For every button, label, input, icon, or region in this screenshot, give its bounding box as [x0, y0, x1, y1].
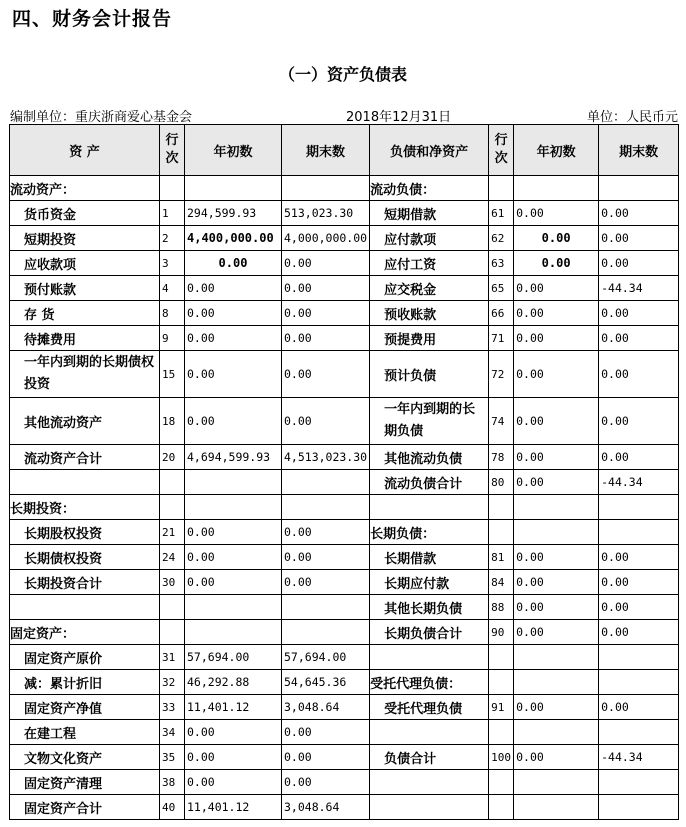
asset-begin: 0.00: [185, 720, 282, 745]
asset-label: 长期投资：: [10, 495, 160, 520]
asset-label: 货币资金: [10, 201, 160, 226]
asset-row-no: 32: [160, 670, 185, 695]
liability-begin: 0.00: [514, 201, 599, 226]
asset-row-no: 30: [160, 570, 185, 595]
liability-label: 受托代理负债：: [370, 670, 489, 695]
asset-begin: 57,694.00: [185, 645, 282, 670]
liability-begin: [514, 520, 599, 545]
reporting-entity: 编制单位：重庆浙商爱心基金会: [10, 110, 193, 125]
header-begin: 年初数: [185, 125, 282, 176]
asset-end: 0.00: [282, 398, 370, 445]
header-liability: 负债和净资产: [370, 125, 489, 176]
liability-begin: [514, 720, 599, 745]
asset-end: 57,694.00: [282, 645, 370, 670]
asset-end: 3,048.64: [282, 695, 370, 720]
asset-end: 0.00: [282, 770, 370, 795]
table-row: [10, 470, 679, 495]
liability-label: 流动负债：: [370, 176, 489, 201]
liability-end: 0.00: [599, 595, 679, 620]
liability-row-no: 84: [489, 570, 514, 595]
liability-begin: 0.00: [514, 595, 599, 620]
liability-row-no: [489, 795, 514, 820]
asset-row-no: 18: [160, 398, 185, 445]
table-row: [10, 251, 679, 276]
asset-begin: 0.00: [185, 351, 282, 398]
asset-begin: 4,694,599.93: [185, 445, 282, 470]
asset-begin: 0.00: [185, 545, 282, 570]
liability-row-no: 62: [489, 226, 514, 251]
liability-begin: 0.00: [514, 695, 599, 720]
asset-end: 3,048.64: [282, 795, 370, 820]
liability-end: -44.34: [599, 745, 679, 770]
asset-row-no: 40: [160, 795, 185, 820]
liability-begin: 0.00: [514, 251, 599, 276]
table-header-row: [10, 125, 679, 176]
liability-begin: 0.00: [514, 398, 599, 445]
asset-begin: 46,292.88: [185, 670, 282, 695]
asset-end: [282, 620, 370, 645]
asset-label: 固定资产原价: [10, 645, 160, 670]
asset-end: 0.00: [282, 276, 370, 301]
asset-row-no: 1: [160, 201, 185, 226]
table-row: [10, 620, 679, 645]
table-row: [10, 276, 679, 301]
liability-label: 预计负债: [370, 351, 489, 398]
report-title: （一）资产负债表: [278, 65, 407, 84]
table-row: [10, 201, 679, 226]
asset-label: 长期投资合计: [10, 570, 160, 595]
liability-end: 0.00: [599, 695, 679, 720]
asset-row-no: 9: [160, 326, 185, 351]
asset-begin: [185, 595, 282, 620]
liability-end: [599, 176, 679, 201]
liability-row-no: 78: [489, 445, 514, 470]
asset-end: 0.00: [282, 745, 370, 770]
liability-end: 0.00: [599, 226, 679, 251]
liability-end: 0.00: [599, 251, 679, 276]
liability-end: 0.00: [599, 545, 679, 570]
asset-row-no: 38: [160, 770, 185, 795]
liability-end: [599, 520, 679, 545]
liability-row-no: [489, 520, 514, 545]
asset-begin: 0.00: [185, 570, 282, 595]
table-row: [10, 695, 679, 720]
liability-label: 一年内到期的长期负债: [370, 398, 489, 445]
liability-label: [370, 795, 489, 820]
liability-begin: [514, 176, 599, 201]
liability-label: 负债合计: [370, 745, 489, 770]
asset-begin: 0.00: [185, 326, 282, 351]
table-row: [10, 645, 679, 670]
liability-label: [370, 770, 489, 795]
table-row: [10, 795, 679, 820]
liability-label: 长期应付款: [370, 570, 489, 595]
liability-row-no: 100: [489, 745, 514, 770]
asset-label: [10, 470, 160, 495]
table-row: [10, 445, 679, 470]
asset-end: 4,513,023.30: [282, 445, 370, 470]
asset-row-no: [160, 620, 185, 645]
liability-row-no: 90: [489, 620, 514, 645]
liability-label: 长期负债：: [370, 520, 489, 545]
asset-label: 存 货: [10, 301, 160, 326]
liability-row-no: 72: [489, 351, 514, 398]
asset-row-no: 8: [160, 301, 185, 326]
liability-row-no: 88: [489, 595, 514, 620]
asset-row-no: [160, 176, 185, 201]
asset-begin: [185, 495, 282, 520]
table-row: [10, 720, 679, 745]
asset-row-no: 34: [160, 720, 185, 745]
liability-label: 受托代理负债: [370, 695, 489, 720]
asset-label: 固定资产：: [10, 620, 160, 645]
table-row: [10, 545, 679, 570]
asset-row-no: 21: [160, 520, 185, 545]
asset-row-no: 2: [160, 226, 185, 251]
asset-label: 预付账款: [10, 276, 160, 301]
asset-label: 长期债权投资: [10, 545, 160, 570]
asset-label: 固定资产净值: [10, 695, 160, 720]
asset-begin: [185, 620, 282, 645]
liability-begin: [514, 670, 599, 695]
liability-end: 0.00: [599, 301, 679, 326]
liability-end: 0.00: [599, 620, 679, 645]
liability-end: -44.34: [599, 276, 679, 301]
asset-label: 流动资产：: [10, 176, 160, 201]
asset-row-no: 15: [160, 351, 185, 398]
asset-label: 流动资产合计: [10, 445, 160, 470]
asset-label: 文物文化资产: [10, 745, 160, 770]
liability-row-no: [489, 495, 514, 520]
header-row-no-2: 行次: [489, 125, 514, 176]
asset-begin: 0.00: [185, 520, 282, 545]
asset-end: 4,000,000.00: [282, 226, 370, 251]
table-row: [10, 176, 679, 201]
liability-begin: [514, 645, 599, 670]
asset-label: 待摊费用: [10, 326, 160, 351]
liability-row-no: 63: [489, 251, 514, 276]
liability-end: [599, 795, 679, 820]
table-row: [10, 570, 679, 595]
header-asset: 资 产: [10, 125, 160, 176]
asset-label: 固定资产合计: [10, 795, 160, 820]
asset-end: [282, 470, 370, 495]
asset-end: 0.00: [282, 720, 370, 745]
liability-end: [599, 720, 679, 745]
liability-label: 预收账款: [370, 301, 489, 326]
asset-label: 一年内到期的长期债权投资: [10, 351, 160, 398]
asset-begin: 0.00: [185, 276, 282, 301]
liability-label: 短期借款: [370, 201, 489, 226]
asset-end: [282, 495, 370, 520]
liability-row-no: 65: [489, 276, 514, 301]
asset-begin: [185, 470, 282, 495]
balance-sheet-table: [9, 124, 679, 820]
liability-end: 0.00: [599, 326, 679, 351]
asset-label: 在建工程: [10, 720, 160, 745]
liability-label: [370, 720, 489, 745]
asset-end: 0.00: [282, 251, 370, 276]
asset-end: [282, 595, 370, 620]
liability-end: [599, 770, 679, 795]
table-row: [10, 398, 679, 445]
asset-label: 减：累计折旧: [10, 670, 160, 695]
asset-row-no: 33: [160, 695, 185, 720]
header-begin-2: 年初数: [514, 125, 599, 176]
report-date: 2018年12月31日: [346, 110, 452, 125]
liability-begin: [514, 495, 599, 520]
header-end: 期末数: [282, 125, 370, 176]
asset-row-no: [160, 495, 185, 520]
asset-end: 0.00: [282, 520, 370, 545]
asset-begin: 0.00: [185, 251, 282, 276]
table-row: [10, 520, 679, 545]
section-heading: 四、财务会计报告: [12, 8, 173, 30]
table-row: [10, 226, 679, 251]
liability-row-no: [489, 176, 514, 201]
asset-label: 短期投资: [10, 226, 160, 251]
liability-row-no: 66: [489, 301, 514, 326]
asset-row-no: 35: [160, 745, 185, 770]
liability-begin: 0.00: [514, 351, 599, 398]
liability-begin: [514, 795, 599, 820]
liability-end: [599, 495, 679, 520]
asset-end: 0.00: [282, 351, 370, 398]
table-row: [10, 595, 679, 620]
asset-row-no: [160, 595, 185, 620]
liability-row-no: 81: [489, 545, 514, 570]
asset-end: 0.00: [282, 326, 370, 351]
asset-begin: 294,599.93: [185, 201, 282, 226]
asset-row-no: 3: [160, 251, 185, 276]
liability-begin: 0.00: [514, 620, 599, 645]
asset-end: 0.00: [282, 570, 370, 595]
liability-row-no: [489, 770, 514, 795]
liability-label: 应交税金: [370, 276, 489, 301]
asset-begin: 0.00: [185, 745, 282, 770]
liability-row-no: [489, 670, 514, 695]
liability-row-no: 80: [489, 470, 514, 495]
liability-row-no: 91: [489, 695, 514, 720]
table-row: [10, 351, 679, 398]
currency-unit: 单位：人民币元: [586, 110, 678, 125]
liability-row-no: 71: [489, 326, 514, 351]
asset-label: 长期股权投资: [10, 520, 160, 545]
liability-label: 长期负债合计: [370, 620, 489, 645]
liability-end: [599, 645, 679, 670]
liability-label: 应付工资: [370, 251, 489, 276]
liability-begin: 0.00: [514, 570, 599, 595]
header-end-2: 期末数: [599, 125, 679, 176]
asset-begin: 11,401.12: [185, 795, 282, 820]
asset-begin: 0.00: [185, 770, 282, 795]
asset-end: [282, 176, 370, 201]
liability-row-no: 61: [489, 201, 514, 226]
asset-end: 0.00: [282, 301, 370, 326]
liability-label: [370, 495, 489, 520]
liability-begin: 0.00: [514, 545, 599, 570]
liability-end: 0.00: [599, 201, 679, 226]
liability-end: 0.00: [599, 445, 679, 470]
asset-label: [10, 595, 160, 620]
asset-begin: [185, 176, 282, 201]
liability-begin: [514, 770, 599, 795]
table-row: [10, 770, 679, 795]
liability-begin: 0.00: [514, 326, 599, 351]
liability-begin: 0.00: [514, 276, 599, 301]
liability-begin: 0.00: [514, 470, 599, 495]
table-row: [10, 670, 679, 695]
asset-end: 513,023.30: [282, 201, 370, 226]
asset-row-no: 20: [160, 445, 185, 470]
asset-row-no: 31: [160, 645, 185, 670]
liability-row-no: [489, 645, 514, 670]
liability-row-no: 74: [489, 398, 514, 445]
asset-begin: 4,400,000.00: [185, 226, 282, 251]
asset-row-no: [160, 470, 185, 495]
liability-end: [599, 670, 679, 695]
liability-row-no: [489, 720, 514, 745]
liability-label: 应付款项: [370, 226, 489, 251]
liability-label: 其他流动负债: [370, 445, 489, 470]
asset-label: 其他流动资产: [10, 398, 160, 445]
asset-label: 应收款项: [10, 251, 160, 276]
table-row: [10, 326, 679, 351]
liability-end: 0.00: [599, 351, 679, 398]
table-row: [10, 301, 679, 326]
asset-row-no: 24: [160, 545, 185, 570]
table-row: [10, 495, 679, 520]
asset-begin: 0.00: [185, 301, 282, 326]
table-row: [10, 745, 679, 770]
liability-begin: 0.00: [514, 226, 599, 251]
liability-label: 长期借款: [370, 545, 489, 570]
asset-begin: 0.00: [185, 398, 282, 445]
asset-end: 54,645.36: [282, 670, 370, 695]
liability-end: -44.34: [599, 470, 679, 495]
liability-label: [370, 645, 489, 670]
liability-begin: 0.00: [514, 745, 599, 770]
asset-row-no: 4: [160, 276, 185, 301]
liability-label: 流动负债合计: [370, 470, 489, 495]
asset-end: 0.00: [282, 545, 370, 570]
header-row-no: 行次: [160, 125, 185, 176]
asset-label: 固定资产清理: [10, 770, 160, 795]
asset-begin: 11,401.12: [185, 695, 282, 720]
liability-end: 0.00: [599, 570, 679, 595]
liability-label: 其他长期负债: [370, 595, 489, 620]
liability-label: 预提费用: [370, 326, 489, 351]
liability-end: 0.00: [599, 398, 679, 445]
liability-begin: 0.00: [514, 301, 599, 326]
liability-begin: 0.00: [514, 445, 599, 470]
